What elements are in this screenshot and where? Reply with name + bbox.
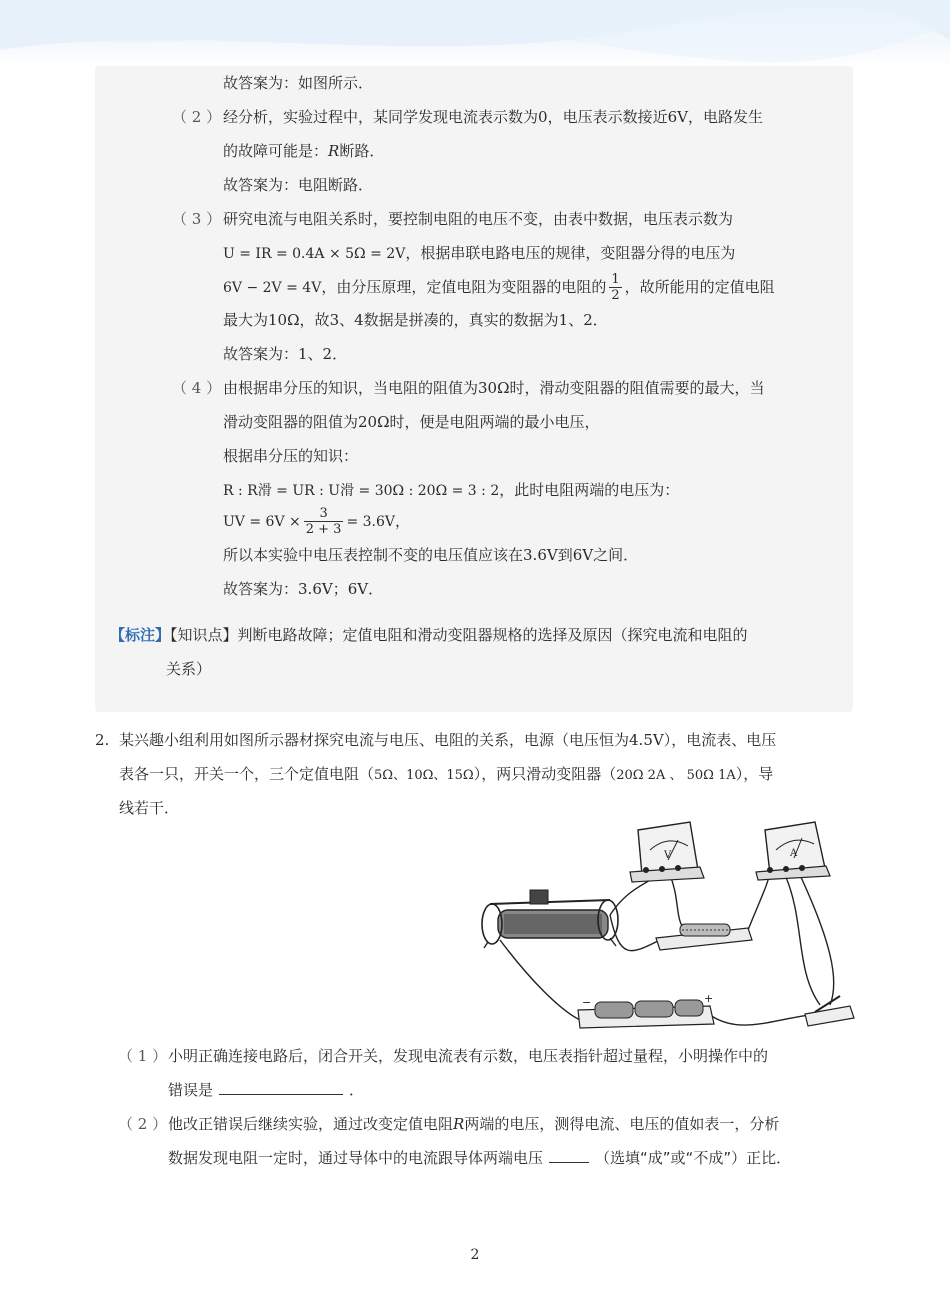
answer-line: 的故障可能是：R断路． bbox=[223, 142, 385, 160]
question-line: 某兴趣小组利用如图所示器材探究电流与电压、电阻的关系，电源（电压恒为4.5V），电流表、电压 bbox=[119, 731, 777, 749]
answer-line: R : R滑 = UR : U滑 = 30Ω : 20Ω = 3 : 2，此时电阻两端的电压为： bbox=[223, 481, 680, 499]
answer-line: 故答案为：如图所示． bbox=[223, 74, 374, 92]
answer-blank[interactable] bbox=[219, 1079, 343, 1095]
sub-question-number: （ 2 ） bbox=[118, 1115, 168, 1133]
fraction: $\frac{1}{2}$ bbox=[611, 272, 620, 303]
ammeter bbox=[756, 822, 830, 880]
answer-line: 根据串分压的知识： bbox=[223, 447, 359, 465]
answer-line: UV = 6V × $\frac{3}{2 + 3}$ = 3.6V， bbox=[223, 506, 411, 537]
answer-line: 经分析，实验过程中，某同学发现电流表示数为0，电压表示数接近6V，电路发生 bbox=[223, 108, 763, 126]
header-wave-decoration bbox=[0, 0, 950, 68]
answer-line: 所以本实验中电压表控制不变的电压值应该在3.6V到6V之间． bbox=[223, 546, 639, 564]
answer-line: 故答案为：1、2． bbox=[223, 345, 348, 363]
meter-label-a: A bbox=[790, 848, 798, 859]
page-header-band bbox=[0, 0, 950, 68]
sub-question-number: （ 1 ） bbox=[118, 1047, 168, 1065]
answer-sub3: （ 3 ） bbox=[172, 210, 222, 228]
battery-minus-label: − bbox=[582, 996, 592, 1009]
battery-holder bbox=[578, 992, 714, 1028]
answer-line: U = IR = 0.4A × 5Ω = 2V，根据串联电路电压的规律，变阻器分得的电压为 bbox=[223, 244, 736, 262]
note-line: 【标注】【知识点】判断电路故障；定值电阻和滑动变阻器规格的选择及原因（探究电流和电阻的 bbox=[110, 626, 748, 644]
page-number: 2 bbox=[470, 1247, 480, 1263]
sub-question-line: 错误是 ． bbox=[168, 1081, 365, 1099]
question-number: 2. bbox=[95, 731, 110, 749]
answer-blank[interactable] bbox=[549, 1147, 589, 1163]
answer-line: 6V − 2V = 4V，由分压原理，定值电阻为变阻器的电阻的 $\frac{1}{2}$ ，故所能用的定值电阻 bbox=[223, 272, 775, 303]
answer-line: 由根据串分压的知识，当电阻的阻值为30Ω时，滑动变阻器的阻值需要的最大，当 bbox=[223, 379, 765, 397]
question-line: 线若干． bbox=[119, 799, 180, 817]
battery-plus-label: + bbox=[704, 992, 714, 1005]
rheostat bbox=[482, 890, 618, 948]
answer-sub2: （ 2 ） bbox=[172, 108, 222, 126]
answer-line: 研究电流与电阻关系时，要控制电阻的电压不变，由表中数据，电压表示数为 bbox=[223, 210, 734, 228]
answer-line: 滑动变阻器的阻值为20Ω时，便是电阻两端的最小电压， bbox=[223, 413, 600, 431]
fixed-resistor bbox=[656, 924, 752, 950]
voltmeter bbox=[630, 822, 704, 882]
answer-sub4: （ 4 ） bbox=[172, 379, 222, 397]
answer-line: 故答案为：3.6V；6V． bbox=[223, 580, 384, 598]
fraction: $\frac{3}{2 + 3}$ bbox=[305, 506, 342, 537]
sub-question-line: 小明正确连接电路后，闭合开关，发现电流表有示数，电压表指针超过量程，小明操作中的 bbox=[168, 1047, 769, 1065]
circuit-apparatus-illustration bbox=[470, 820, 860, 1035]
meter-label-v: V bbox=[664, 850, 672, 861]
note-line: 关系） bbox=[166, 660, 212, 678]
sub-question-line: 他改正错误后继续实验，通过改变定值电阻R两端的电压，测得电流、电压的值如表一，分析 bbox=[168, 1115, 780, 1133]
note-tag: 【标注】 bbox=[110, 626, 171, 644]
sub-question-line: 数据发现电阻一定时，通过导体中的电流跟导体两端电压 （选填“成”或“不成”）正比． bbox=[168, 1149, 792, 1167]
switch bbox=[805, 996, 854, 1026]
question-line: 表各一只，开关一个，三个定值电阻（5Ω、10Ω、15Ω），两只滑动变阻器（20Ω 2A 、 50Ω 1A），导 bbox=[119, 765, 774, 783]
answer-line: 故答案为：电阻断路． bbox=[223, 176, 374, 194]
answer-line: 最大为10Ω，故3、4数据是拼凑的，真实的数据为1、2． bbox=[223, 311, 608, 329]
